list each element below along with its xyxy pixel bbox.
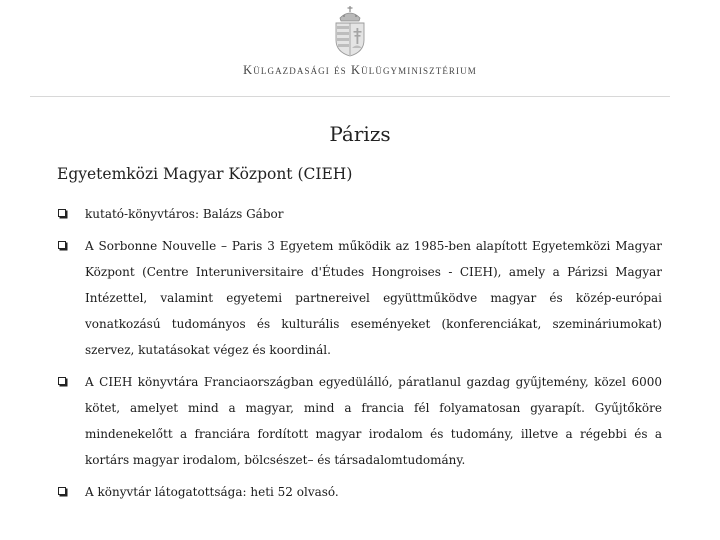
checkbox-bullet-icon xyxy=(58,377,66,385)
list-item-text: kutató-könyvtáros: Balázs Gábor xyxy=(85,207,284,221)
header xyxy=(0,0,720,100)
ministry-name: Külgazdasági és Külügyminisztérium xyxy=(243,63,477,77)
bullet-list xyxy=(57,201,662,505)
checkbox-bullet-icon xyxy=(58,241,66,249)
checkbox-bullet-icon xyxy=(58,487,66,495)
checkbox-bullet-icon xyxy=(58,209,66,217)
list-item xyxy=(57,479,662,505)
list-item-text: A Sorbonne Nouvelle – Paris 3 Egyetem működik az 1985-ben alapított Egyetemközi Magyar Központ (Centre Interuniversitaire d'Études Hongroises - CIEH), amely a Párizsi Magyar Intézettel, valamint egyetemi partnereivel együttműködve magyar és közép-európai vonatkozású tudományos és kulturális eseményeket (konferenciákat, szemináriumokat) szervez, kutatásokat végez és koordinál. xyxy=(85,239,662,357)
page-title: Párizs xyxy=(329,122,391,146)
list-item xyxy=(57,233,662,363)
list-item-text: A könyvtár látogatottsága: heti 52 olvasó. xyxy=(85,485,339,499)
header-divider xyxy=(30,96,670,97)
list-item-text: A CIEH könyvtára Franciaországban egyedülálló, páratlanul gazdag gyűjtemény, közel 6000 kötet, amelyet mind a magyar, mind a francia fél folyamatosan gyarapít. Gyűjtőköre mindenekelőtt a franciára fordított magyar irodalom és tudomány, illetve a régebbi és a kortárs magyar irodalom, bölcsészet– és társadalomtudomány. xyxy=(85,375,662,467)
page-subtitle: Egyetemközi Magyar Központ (CIEH) xyxy=(57,165,353,183)
list-item xyxy=(57,369,662,473)
hungarian-coat-of-arms-icon xyxy=(332,4,368,58)
list-item xyxy=(57,201,662,227)
